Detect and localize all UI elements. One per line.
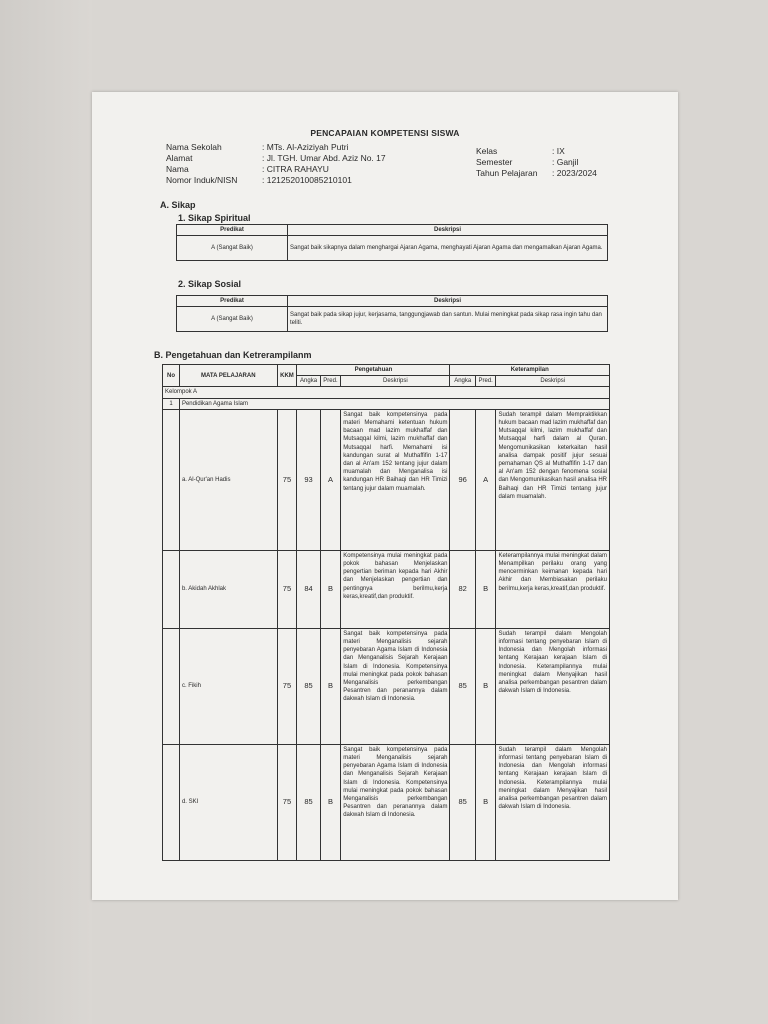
p-pred-cell: B xyxy=(320,744,341,860)
identity-label: Semester xyxy=(476,157,513,167)
spiritual-table xyxy=(176,224,608,261)
table-row xyxy=(163,628,610,744)
p-angka-cell: 85 xyxy=(297,628,320,744)
mapel-cell: c. Fikih xyxy=(179,628,277,744)
k-desk-cell: Sudah terampil dalam Mengolah informasi tentang penyebaran Islam di Indonesia dan Mengolah informasi tentang Kerajaan kerajaan Islam di Indonesia. Keterampilannya mulai meningkat dalam Menyajikan hasil analisa perkembangan pesantren dalam dakwah Islam di Indonesia. xyxy=(496,628,610,744)
sosial-heading: 2. Sikap Sosial xyxy=(178,279,242,289)
class-identity xyxy=(476,146,597,179)
k-desk-cell: Sudah terampil dalam Mengolah informasi tentang penyebaran Islam di Indonesia dan Mengolah informasi tentang Kerajaan kerajaan Islam di Indonesia. Keterampilannya mulai meningkat dalam Menyajikan hasil analisa perkembangan pesantren dalam dakwah Islam di Indonesia. xyxy=(496,744,610,860)
identity-value: : CITRA RAHAYU xyxy=(262,164,329,174)
identity-value: : MTs. Al-Aziziyah Putri xyxy=(262,142,349,152)
identity-value: : Jl. TGH. Umar Abd. Aziz No. 17 xyxy=(262,153,386,163)
k-pred-cell: B xyxy=(475,744,496,860)
spiritual-deskripsi: Sangat baik sikapnya dalam menghargai Ajaran Agama, menghayati Ajaran Agama dan mengamalkan Ajaran Agama. xyxy=(288,236,608,261)
column-header-deskripsi: Deskripsi xyxy=(341,376,450,387)
row-no-cell xyxy=(163,744,180,860)
identity-row xyxy=(166,142,386,153)
column-header-kkm: KKM xyxy=(277,365,297,387)
k-desk-cell: Sudah terampil dalam Mempraktikkan hukum bacaan mad lazim mukhaffaf dan Mutsaqqal kilmi, lazim mukhaffaf dan Mutsaqqal harfi dalam al Quran. Mengomunikasikan keterkaitan hasil analisa dampak positif jujur sesuai pemahaman QS al Muthaffifin 1-17 dan al An'am 152 dengan fenomena sosial dan Mengomunikasikan hasil analisa HR Baihaqi dan HR Timizi tentang jujur dalam muamalah. xyxy=(496,409,610,550)
row-no-cell xyxy=(163,550,180,628)
p-pred-cell: B xyxy=(320,628,341,744)
student-identity xyxy=(166,142,386,186)
table-row xyxy=(163,409,610,550)
section-a-heading: A. Sikap xyxy=(160,200,196,210)
p-angka-cell: 84 xyxy=(297,550,320,628)
section-b-heading: B. Pengetahuan dan Ketrerampilanm xyxy=(154,350,312,360)
column-header-deskripsi: Deskripsi xyxy=(288,296,608,307)
kkm-cell: 75 xyxy=(277,628,297,744)
identity-row xyxy=(166,175,386,186)
k-pred-cell: B xyxy=(475,628,496,744)
sosial-predikat: A (Sangat Baik) xyxy=(177,307,288,332)
identity-label: Tahun Pelajaran xyxy=(476,168,538,178)
column-header-pred: Pred. xyxy=(320,376,341,387)
identity-label: Alamat xyxy=(166,153,193,163)
p-desk-cell: Sangat baik kompetensinya pada materi Menganalisis sejarah penyebaran Agama Islam di Indonesia dan Menganalisis Sejarah Kerajaan Islam di Indonesia. Kompetensinya mulai meningkat pada pokok bahasan Menganalisis perkembangan Pesantren dan peranannya dalam dakwah Islam di Indonesia. xyxy=(341,628,450,744)
sosial-deskripsi: Sangat baik pada sikap jujur, kerjasama, tanggungjawab dan santun. Mulai meningkat pada sikap rasa ingin tahu dan teliti. xyxy=(288,307,608,332)
k-desk-cell: Keterampilannya mulai meningkat dalam Menampilkan perilaku orang yang mencerminkan keimanan kepada hari Akhir dan Membiasakan perilaku berilmu,kerja keras,kreatif,dan produktif. xyxy=(496,550,610,628)
p-pred-cell: B xyxy=(320,550,341,628)
group-number: 1 xyxy=(163,398,180,409)
report-sheet xyxy=(92,92,678,900)
identity-row xyxy=(476,146,597,157)
identity-label: Nomor Induk/NISN xyxy=(166,175,238,185)
competency-table xyxy=(162,364,610,861)
p-pred-cell: A xyxy=(320,409,341,550)
mapel-cell: b. Akidah Akhlak xyxy=(179,550,277,628)
p-angka-cell: 85 xyxy=(297,744,320,860)
identity-label: Nama Sekolah xyxy=(166,142,222,152)
row-no-cell xyxy=(163,409,180,550)
k-angka-cell: 85 xyxy=(450,628,475,744)
k-pred-cell: B xyxy=(475,550,496,628)
identity-row xyxy=(476,168,597,179)
column-header-no: No xyxy=(163,365,180,387)
p-desk-cell: Kompetensinya mulai meningkat pada pokok bahasan Menjelaskan pengertian beriman kepada hari Akhir dan Menjelaskan pengertian dan pentingnya berilmu,kerja keras,kreatif,dan produktif. xyxy=(341,550,450,628)
column-header-predikat: Predikat xyxy=(177,225,288,236)
p-desk-cell: Sangat baik kompetensinya pada materi Memahami ketentuan hukum bacaan mad lazim mukhaffaf dan Mutsaqqal kilmi, lazim mukhaffaf dan Mutsaqqal harfi. Memahami isi kandungan surat al Muthaffifin 1-17 dan al An'am 152 tentang jujur dalam muamalah dan Menganalisa isi kandungan HR Baihaqi dan HR Timizi tentang jujur dalam muamalah. xyxy=(341,409,450,550)
kkm-cell: 75 xyxy=(277,409,297,550)
page-title: PENCAPAIAN KOMPETENSI SISWA xyxy=(310,128,460,138)
column-header-deskripsi: Deskripsi xyxy=(496,376,610,387)
sosial-table xyxy=(176,295,608,332)
group-name: Pendidikan Agama Islam xyxy=(179,398,609,409)
column-header-pengetahuan: Pengetahuan xyxy=(297,365,450,376)
mapel-cell: d. SKI xyxy=(179,744,277,860)
spiritual-predikat: A (Sangat Baik) xyxy=(177,236,288,261)
p-desk-cell: Sangat baik kompetensinya pada materi Menganalisis sejarah penyebaran Agama Islam di Indonesia dan Menganalisis Sejarah Kerajaan Islam di Indonesia. Kompetensinya mulai meningkat pada pokok bahasan Menganalisis perkembangan Pesantren dan peranannya dalam dakwah Islam di Indonesia. xyxy=(341,744,450,860)
k-pred-cell: A xyxy=(475,409,496,550)
kkm-cell: 75 xyxy=(277,744,297,860)
identity-value: : 2023/2024 xyxy=(552,168,597,178)
column-header-keterampilan: Keterampilan xyxy=(450,365,610,376)
identity-value: : 121252010085210101 xyxy=(262,175,352,185)
column-header-pred: Pred. xyxy=(475,376,496,387)
column-header-angka: Angka xyxy=(450,376,475,387)
column-header-angka: Angka xyxy=(297,376,320,387)
identity-row xyxy=(476,157,597,168)
identity-row xyxy=(166,164,386,175)
identity-label: Kelas xyxy=(476,146,498,156)
identity-value: : IX xyxy=(552,146,565,156)
table-row xyxy=(163,550,610,628)
table-row xyxy=(163,744,610,860)
identity-row xyxy=(166,153,386,164)
column-header-predikat: Predikat xyxy=(177,296,288,307)
spiritual-heading: 1. Sikap Spiritual xyxy=(178,213,251,223)
background-surface xyxy=(0,0,92,1024)
p-angka-cell: 93 xyxy=(297,409,320,550)
k-angka-cell: 82 xyxy=(450,550,475,628)
kelompok-label: Kelompok A xyxy=(163,387,610,398)
identity-label: Nama xyxy=(166,164,189,174)
row-no-cell xyxy=(163,628,180,744)
kkm-cell: 75 xyxy=(277,550,297,628)
column-header-mapel: MATA PELAJARAN xyxy=(179,365,277,387)
k-angka-cell: 96 xyxy=(450,409,475,550)
identity-value: : Ganjil xyxy=(552,157,579,167)
column-header-deskripsi: Deskripsi xyxy=(288,225,608,236)
mapel-cell: a. Al-Qur'an Hadis xyxy=(179,409,277,550)
k-angka-cell: 85 xyxy=(450,744,475,860)
